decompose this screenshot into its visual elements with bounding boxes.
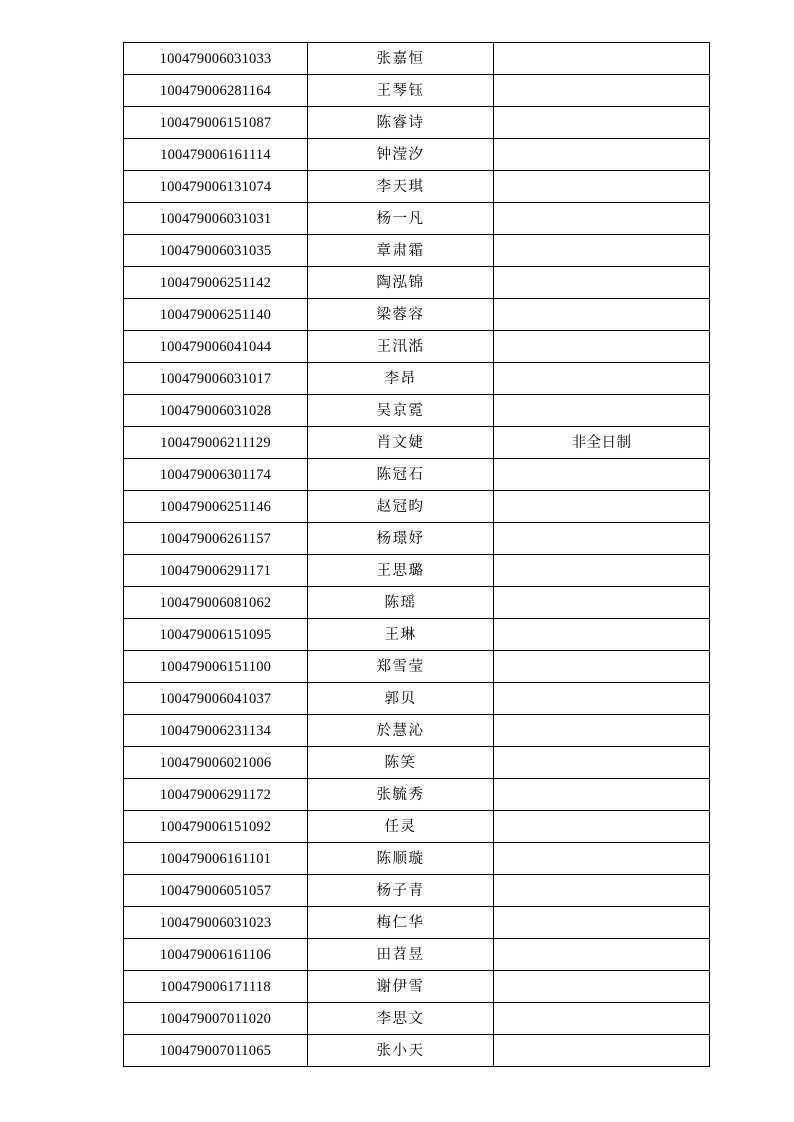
cell-candidate-name: 王思璐 bbox=[308, 555, 494, 587]
roster-table-container bbox=[123, 42, 709, 1067]
cell-candidate-note bbox=[494, 683, 710, 715]
cell-candidate-note bbox=[494, 523, 710, 555]
cell-candidate-name: 王琳 bbox=[308, 619, 494, 651]
table-row bbox=[124, 491, 710, 523]
cell-candidate-name: 谢伊雪 bbox=[308, 971, 494, 1003]
cell-candidate-id: 100479006281164 bbox=[124, 75, 308, 107]
cell-candidate-name: 李天琪 bbox=[308, 171, 494, 203]
cell-candidate-name: 陈冠石 bbox=[308, 459, 494, 491]
table-row bbox=[124, 907, 710, 939]
table-row bbox=[124, 395, 710, 427]
cell-candidate-note bbox=[494, 875, 710, 907]
cell-candidate-note bbox=[494, 971, 710, 1003]
table-row bbox=[124, 747, 710, 779]
cell-candidate-id: 100479006131074 bbox=[124, 171, 308, 203]
cell-candidate-note bbox=[494, 491, 710, 523]
table-row bbox=[124, 779, 710, 811]
table-row bbox=[124, 139, 710, 171]
cell-candidate-note bbox=[494, 651, 710, 683]
cell-candidate-name: 张嘉恒 bbox=[308, 43, 494, 75]
cell-candidate-name: 肖文婕 bbox=[308, 427, 494, 459]
cell-candidate-id: 100479006151092 bbox=[124, 811, 308, 843]
cell-candidate-note bbox=[494, 267, 710, 299]
cell-candidate-note bbox=[494, 1035, 710, 1067]
table-row bbox=[124, 683, 710, 715]
cell-candidate-name: 梁蓉容 bbox=[308, 299, 494, 331]
cell-candidate-id: 100479006251146 bbox=[124, 491, 308, 523]
cell-candidate-name: 梅仁华 bbox=[308, 907, 494, 939]
cell-candidate-note bbox=[494, 331, 710, 363]
cell-candidate-name: 吴京霓 bbox=[308, 395, 494, 427]
cell-candidate-id: 100479006031023 bbox=[124, 907, 308, 939]
table-row bbox=[124, 203, 710, 235]
cell-candidate-id: 100479006031031 bbox=[124, 203, 308, 235]
cell-candidate-id: 100479006041044 bbox=[124, 331, 308, 363]
cell-candidate-note bbox=[494, 747, 710, 779]
cell-candidate-name: 张小天 bbox=[308, 1035, 494, 1067]
cell-candidate-name: 李昂 bbox=[308, 363, 494, 395]
cell-candidate-note bbox=[494, 299, 710, 331]
cell-candidate-id: 100479006171118 bbox=[124, 971, 308, 1003]
cell-candidate-name: 陈睿诗 bbox=[308, 107, 494, 139]
cell-candidate-name: 任灵 bbox=[308, 811, 494, 843]
cell-candidate-name: 陈笑 bbox=[308, 747, 494, 779]
cell-candidate-id: 100479006151095 bbox=[124, 619, 308, 651]
cell-candidate-note bbox=[494, 203, 710, 235]
cell-candidate-name: 张毓秀 bbox=[308, 779, 494, 811]
roster-table-body bbox=[124, 43, 710, 1067]
table-row bbox=[124, 555, 710, 587]
cell-candidate-note bbox=[494, 459, 710, 491]
cell-candidate-note bbox=[494, 715, 710, 747]
cell-candidate-name: 杨一凡 bbox=[308, 203, 494, 235]
cell-candidate-id: 100479006291171 bbox=[124, 555, 308, 587]
table-row bbox=[124, 811, 710, 843]
cell-candidate-id: 100479006291172 bbox=[124, 779, 308, 811]
cell-candidate-id: 100479006031033 bbox=[124, 43, 308, 75]
table-row bbox=[124, 843, 710, 875]
cell-candidate-id: 100479006161114 bbox=[124, 139, 308, 171]
cell-candidate-note bbox=[494, 587, 710, 619]
cell-candidate-id: 100479006051057 bbox=[124, 875, 308, 907]
cell-candidate-name: 杨子青 bbox=[308, 875, 494, 907]
cell-candidate-id: 100479007011065 bbox=[124, 1035, 308, 1067]
table-row bbox=[124, 75, 710, 107]
cell-candidate-name: 钟滢汐 bbox=[308, 139, 494, 171]
table-row bbox=[124, 939, 710, 971]
table-row bbox=[124, 971, 710, 1003]
cell-candidate-note bbox=[494, 363, 710, 395]
cell-candidate-note bbox=[494, 75, 710, 107]
cell-candidate-id: 100479006161106 bbox=[124, 939, 308, 971]
cell-candidate-note bbox=[494, 171, 710, 203]
table-row bbox=[124, 875, 710, 907]
cell-candidate-note bbox=[494, 779, 710, 811]
table-row bbox=[124, 1035, 710, 1067]
table-row bbox=[124, 459, 710, 491]
table-row bbox=[124, 363, 710, 395]
cell-candidate-note bbox=[494, 811, 710, 843]
cell-candidate-note bbox=[494, 1003, 710, 1035]
table-row bbox=[124, 171, 710, 203]
cell-candidate-name: 王汛湉 bbox=[308, 331, 494, 363]
cell-candidate-id: 100479006021006 bbox=[124, 747, 308, 779]
cell-candidate-id: 100479006231134 bbox=[124, 715, 308, 747]
table-row bbox=[124, 619, 710, 651]
cell-candidate-note bbox=[494, 939, 710, 971]
cell-candidate-name: 於慧沁 bbox=[308, 715, 494, 747]
cell-candidate-id: 100479007011020 bbox=[124, 1003, 308, 1035]
cell-candidate-name: 赵冠昀 bbox=[308, 491, 494, 523]
cell-candidate-note bbox=[494, 139, 710, 171]
cell-candidate-note bbox=[494, 619, 710, 651]
cell-candidate-id: 100479006211129 bbox=[124, 427, 308, 459]
cell-candidate-id: 100479006031017 bbox=[124, 363, 308, 395]
roster-table bbox=[123, 42, 710, 1067]
cell-candidate-id: 100479006251140 bbox=[124, 299, 308, 331]
cell-candidate-name: 陈瑶 bbox=[308, 587, 494, 619]
table-row bbox=[124, 299, 710, 331]
cell-candidate-id: 100479006151087 bbox=[124, 107, 308, 139]
cell-candidate-note bbox=[494, 235, 710, 267]
cell-candidate-note bbox=[494, 555, 710, 587]
cell-candidate-note bbox=[494, 43, 710, 75]
cell-candidate-id: 100479006161101 bbox=[124, 843, 308, 875]
table-row bbox=[124, 331, 710, 363]
table-row bbox=[124, 235, 710, 267]
cell-candidate-name: 郭贝 bbox=[308, 683, 494, 715]
cell-candidate-note bbox=[494, 107, 710, 139]
cell-candidate-id: 100479006151100 bbox=[124, 651, 308, 683]
table-row bbox=[124, 43, 710, 75]
table-row bbox=[124, 107, 710, 139]
cell-candidate-note bbox=[494, 907, 710, 939]
cell-candidate-name: 陈顺璇 bbox=[308, 843, 494, 875]
cell-candidate-id: 100479006261157 bbox=[124, 523, 308, 555]
cell-candidate-id: 100479006301174 bbox=[124, 459, 308, 491]
cell-candidate-id: 100479006251142 bbox=[124, 267, 308, 299]
cell-candidate-id: 100479006041037 bbox=[124, 683, 308, 715]
table-row bbox=[124, 267, 710, 299]
table-row bbox=[124, 427, 710, 459]
cell-candidate-note bbox=[494, 843, 710, 875]
cell-candidate-note: 非全日制 bbox=[494, 427, 710, 459]
cell-candidate-name: 章肃霜 bbox=[308, 235, 494, 267]
cell-candidate-name: 郑雪莹 bbox=[308, 651, 494, 683]
table-row bbox=[124, 587, 710, 619]
table-row bbox=[124, 651, 710, 683]
cell-candidate-id: 100479006031028 bbox=[124, 395, 308, 427]
cell-candidate-id: 100479006031035 bbox=[124, 235, 308, 267]
cell-candidate-id: 100479006081062 bbox=[124, 587, 308, 619]
cell-candidate-name: 李思文 bbox=[308, 1003, 494, 1035]
cell-candidate-name: 田苕昱 bbox=[308, 939, 494, 971]
table-row bbox=[124, 523, 710, 555]
table-row bbox=[124, 715, 710, 747]
cell-candidate-note bbox=[494, 395, 710, 427]
cell-candidate-name: 陶泓锦 bbox=[308, 267, 494, 299]
table-row bbox=[124, 1003, 710, 1035]
cell-candidate-name: 杨璟妤 bbox=[308, 523, 494, 555]
cell-candidate-name: 王琴钰 bbox=[308, 75, 494, 107]
